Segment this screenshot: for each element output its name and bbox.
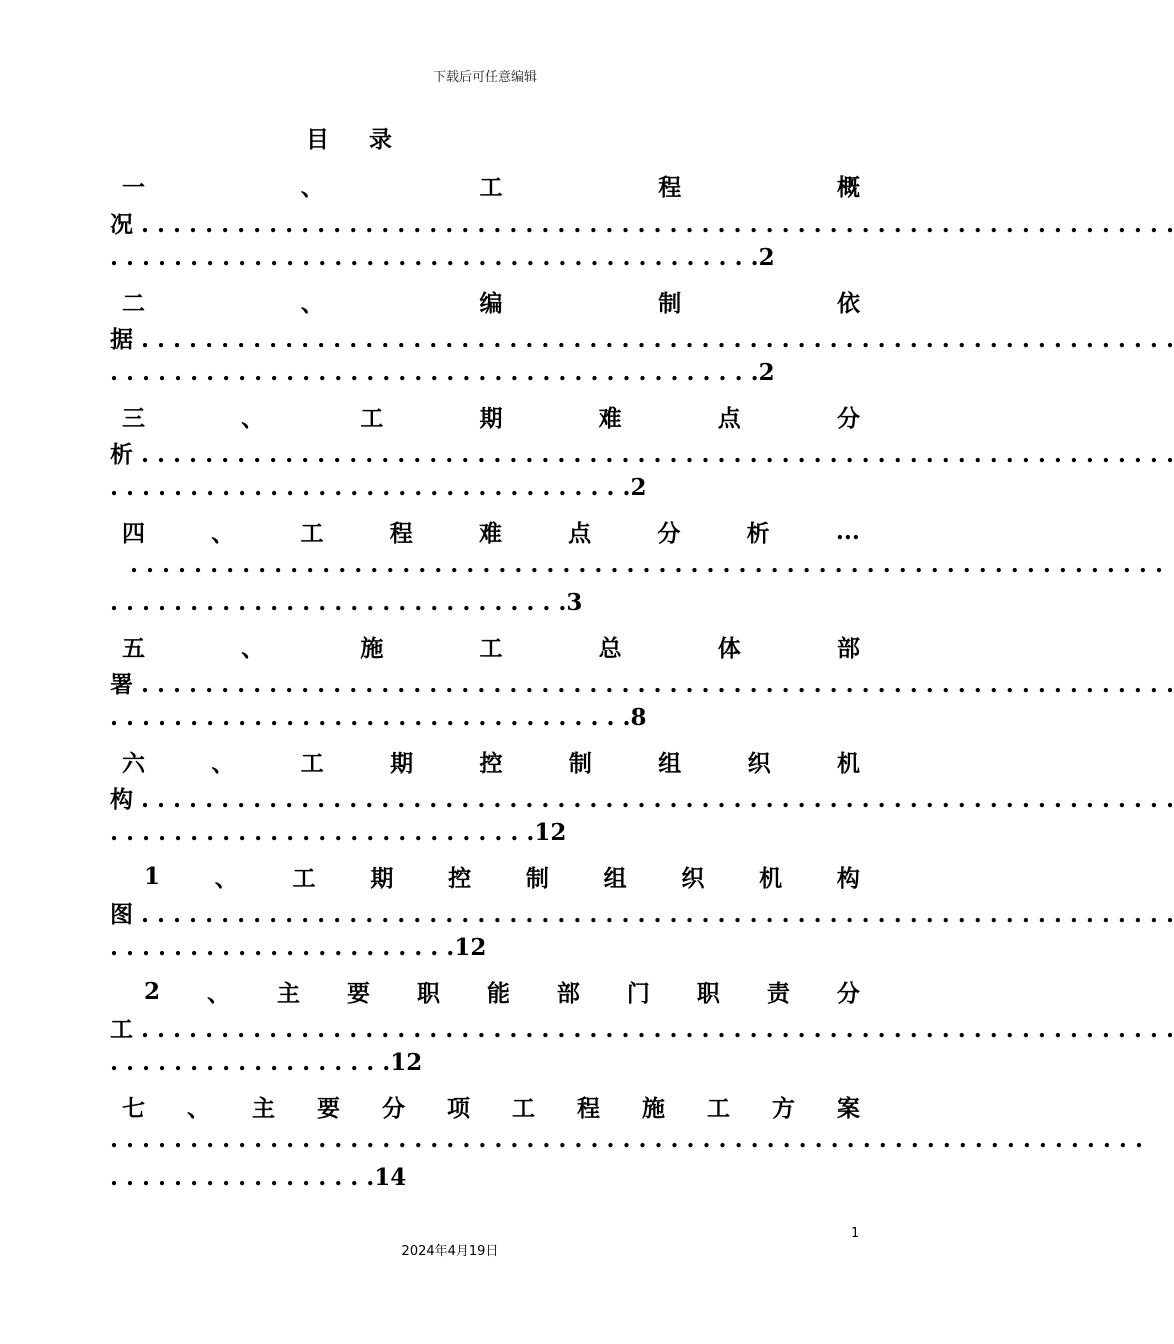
toc-entry-3-page: 2 <box>630 474 647 501</box>
toc-title <box>306 121 394 154</box>
toc-entry-6-1-leader: 图 . . . . . . . . . . . . . . . . . . . . . . . . . . . . . . . . . . . . . . . . . . . . . . . . . . . . . . . . . . . . . . . . . <box>110 901 1174 928</box>
toc-entry-2-page-line: . . . . . . . . . . . . . . . . . . . . . . . . . . . . . . . . . . . . . . . . .2 <box>110 359 775 386</box>
toc-entry-1-page: 2 <box>758 244 775 271</box>
toc-title-char-2: 录 <box>369 126 394 153</box>
toc-entry-2-heading: 二 、 编 制 依 <box>122 289 860 317</box>
toc-entry-6-page-line: . . . . . . . . . . . . . . . . . . . . . . . . . . .12 <box>110 819 567 846</box>
toc-entry-6-page: 12 <box>534 819 567 846</box>
toc-entry-5-page-line: . . . . . . . . . . . . . . . . . . . . . . . . . . . . . . . . .8 <box>110 704 647 731</box>
toc-entry-5-heading: 五 、 施 工 总 体 部 <box>122 634 860 662</box>
toc-entry-6-1-page-line: . . . . . . . . . . . . . . . . . . . . . .12 <box>110 934 487 961</box>
toc-entry-5-page: 8 <box>630 704 647 731</box>
toc-entry-6-leader: 构 . . . . . . . . . . . . . . . . . . . . . . . . . . . . . . . . . . . . . . . . . . . . . . . . . . . . . . . . . . . . . . . . . <box>110 786 1174 813</box>
toc-entry-7-page-line: . . . . . . . . . . . . . . . . .14 <box>110 1164 407 1191</box>
toc-entry-7-leader: . . . . . . . . . . . . . . . . . . . . . . . . . . . . . . . . . . . . . . . . . . . . . . . . . . . . . . . . . . . . . . . . . <box>110 1126 1143 1153</box>
toc-entry-1-heading: 一 、 工 程 概 <box>122 173 860 201</box>
page-number: 1 <box>851 1226 860 1241</box>
toc-entry-4-heading: 四 、 工 程 难 点 分 析 ... <box>122 517 860 547</box>
toc-entry-2-page: 2 <box>758 359 775 386</box>
toc-entry-6-heading: 六 、 工 期 控 制 组 织 机 <box>122 749 860 777</box>
toc-entry-4-leader: . . . . . . . . . . . . . . . . . . . . . . . . . . . . . . . . . . . . . . . . . . . . . . . . . . . . . . . . . . . . . . . . . <box>130 551 1163 578</box>
toc-entry-5-leader: 署 . . . . . . . . . . . . . . . . . . . . . . . . . . . . . . . . . . . . . . . . . . . . . . . . . . . . . . . . . . . . . . . . . <box>110 671 1174 698</box>
toc-entry-3-heading: 三 、 工 期 难 点 分 <box>122 404 860 432</box>
toc-entry-1-page-line: . . . . . . . . . . . . . . . . . . . . . . . . . . . . . . . . . . . . . . . . .2 <box>110 244 775 271</box>
toc-entry-7-page: 14 <box>374 1164 407 1191</box>
toc-entry-3-leader: 析 . . . . . . . . . . . . . . . . . . . . . . . . . . . . . . . . . . . . . . . . . . . . . . . . . . . . . . . . . . . . . . . . . <box>110 441 1174 468</box>
toc-entry-4-page-line: . . . . . . . . . . . . . . . . . . . . . . . . . . . . .3 <box>110 589 583 616</box>
header-note: 下载后可任意编辑 <box>432 70 537 85</box>
toc-entry-6-1-heading: 1 、 工 期 控 制 组 织 机 构 <box>144 862 860 892</box>
toc-entry-6-2-page-line: . . . . . . . . . . . . . . . . . .12 <box>110 1049 423 1076</box>
toc-entry-6-1-page: 12 <box>454 934 487 961</box>
toc-entry-7-heading: 七 、 主 要 分 项 工 程 施 工 方 案 <box>122 1094 860 1122</box>
toc-entry-3-page-line: . . . . . . . . . . . . . . . . . . . . . . . . . . . . . . . . .2 <box>110 474 647 501</box>
toc-entry-1-leader: 况 . . . . . . . . . . . . . . . . . . . . . . . . . . . . . . . . . . . . . . . . . . . . . . . . . . . . . . . . . . . . . . . . . <box>110 211 1174 238</box>
toc-entry-6-2-heading: 2 、 主 要 职 能 部 门 职 责 分 <box>144 977 860 1007</box>
footer-date: 2024年4月19日 <box>401 1244 499 1259</box>
toc-entry-2-leader: 据 . . . . . . . . . . . . . . . . . . . . . . . . . . . . . . . . . . . . . . . . . . . . . . . . . . . . . . . . . . . . . . . . . <box>110 326 1174 353</box>
toc-entry-6-2-leader: 工 . . . . . . . . . . . . . . . . . . . . . . . . . . . . . . . . . . . . . . . . . . . . . . . . . . . . . . . . . . . . . . . . . <box>110 1016 1174 1043</box>
toc-title-char-1: 目 <box>306 126 331 153</box>
toc-entry-6-2-page: 12 <box>390 1049 423 1076</box>
toc-entry-4-page: 3 <box>566 589 583 616</box>
